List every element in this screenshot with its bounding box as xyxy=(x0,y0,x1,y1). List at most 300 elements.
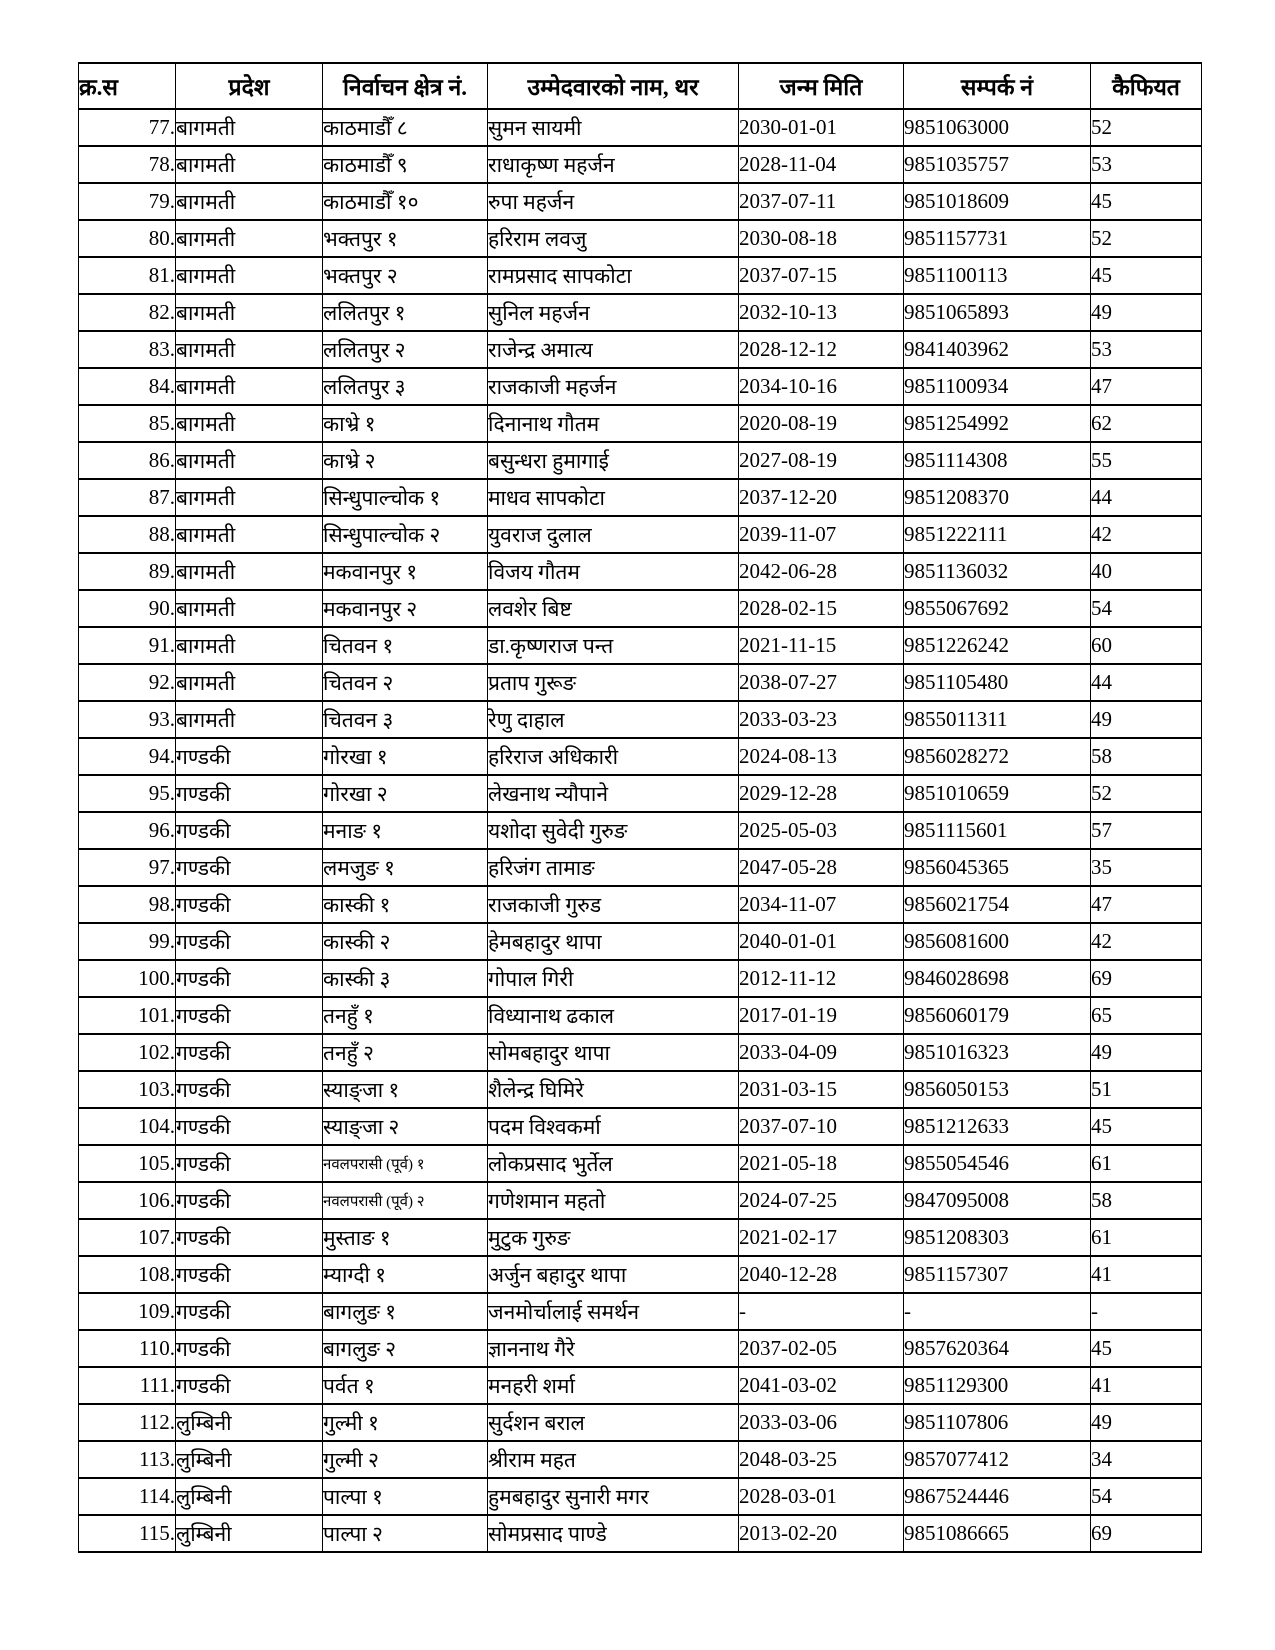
cell-sn: 106. xyxy=(79,1182,176,1219)
cell-province: गण्डकी xyxy=(176,1367,323,1404)
cell-contact: 9851016323 xyxy=(904,1034,1091,1071)
cell-name: राजकाजी महर्जन xyxy=(488,368,739,405)
table-row xyxy=(79,701,1202,738)
table-header xyxy=(79,63,1202,109)
cell-dob: 2033-03-23 xyxy=(739,701,904,738)
cell-name: हुमबहादुर सुनारी मगर xyxy=(488,1478,739,1515)
cell-contact: 9851086665 xyxy=(904,1515,1091,1552)
header-remarks: कैफियत xyxy=(1091,63,1202,109)
table-row xyxy=(79,1034,1202,1071)
cell-constituency: लमजुङ १ xyxy=(323,849,488,886)
cell-dob: 2021-02-17 xyxy=(739,1219,904,1256)
cell-dob: 2025-05-03 xyxy=(739,812,904,849)
cell-constituency: काभ्रे २ xyxy=(323,442,488,479)
cell-contact: 9856045365 xyxy=(904,849,1091,886)
table-row xyxy=(79,257,1202,294)
cell-contact: 9851114308 xyxy=(904,442,1091,479)
cell-dob: 2021-11-15 xyxy=(739,627,904,664)
table-row xyxy=(79,1108,1202,1145)
cell-constituency: स्याङ्जा १ xyxy=(323,1071,488,1108)
header-constituency: निर्वाचन क्षेत्र नं. xyxy=(323,63,488,109)
cell-remarks: 51 xyxy=(1091,1071,1202,1108)
cell-name: लोकप्रसाद भुर्तेल xyxy=(488,1145,739,1182)
header-province: प्रदेश xyxy=(176,63,323,109)
cell-constituency: नवलपरासी (पूर्व) २ xyxy=(323,1182,488,1219)
cell-name: राधाकृष्ण महर्जन xyxy=(488,146,739,183)
cell-province: गण्डकी xyxy=(176,1034,323,1071)
cell-constituency: चितवन ३ xyxy=(323,701,488,738)
cell-dob: 2020-08-19 xyxy=(739,405,904,442)
cell-sn: 89. xyxy=(79,553,176,590)
cell-contact: 9851136032 xyxy=(904,553,1091,590)
cell-dob: 2024-08-13 xyxy=(739,738,904,775)
cell-contact: 9851226242 xyxy=(904,627,1091,664)
cell-remarks: 47 xyxy=(1091,368,1202,405)
cell-constituency: काठमाडौँ ९ xyxy=(323,146,488,183)
cell-contact: 9847095008 xyxy=(904,1182,1091,1219)
cell-constituency: मुस्ताङ १ xyxy=(323,1219,488,1256)
cell-remarks: 49 xyxy=(1091,1404,1202,1441)
cell-sn: 93. xyxy=(79,701,176,738)
cell-name: ज्ञाननाथ गैरे xyxy=(488,1330,739,1367)
cell-province: गण्डकी xyxy=(176,812,323,849)
cell-dob: 2017-01-19 xyxy=(739,997,904,1034)
cell-name: रेणु दाहाल xyxy=(488,701,739,738)
table-row xyxy=(79,1219,1202,1256)
cell-sn: 100. xyxy=(79,960,176,997)
cell-constituency: काभ्रे १ xyxy=(323,405,488,442)
cell-name: मनहरी शर्मा xyxy=(488,1367,739,1404)
cell-remarks: 45 xyxy=(1091,1330,1202,1367)
cell-name: सोमप्रसाद पाण्डे xyxy=(488,1515,739,1552)
cell-province: बागमती xyxy=(176,516,323,553)
cell-dob: 2037-12-20 xyxy=(739,479,904,516)
cell-constituency: मकवानपुर १ xyxy=(323,553,488,590)
cell-sn: 109. xyxy=(79,1293,176,1330)
cell-province: गण्डकी xyxy=(176,738,323,775)
cell-name: रामप्रसाद सापकोटा xyxy=(488,257,739,294)
cell-remarks: 69 xyxy=(1091,960,1202,997)
header-row xyxy=(79,63,1202,109)
cell-name: हरिराम लवजु xyxy=(488,220,739,257)
cell-province: बागमती xyxy=(176,701,323,738)
cell-sn: 99. xyxy=(79,923,176,960)
table-row xyxy=(79,849,1202,886)
cell-constituency: बागलुङ १ xyxy=(323,1293,488,1330)
cell-contact: 9855054546 xyxy=(904,1145,1091,1182)
cell-contact: 9851115601 xyxy=(904,812,1091,849)
table-row xyxy=(79,1367,1202,1404)
cell-province: बागमती xyxy=(176,109,323,146)
cell-remarks: 54 xyxy=(1091,590,1202,627)
cell-remarks: 57 xyxy=(1091,812,1202,849)
cell-sn: 80. xyxy=(79,220,176,257)
cell-constituency: चितवन २ xyxy=(323,664,488,701)
cell-name: श्रीराम महत xyxy=(488,1441,739,1478)
table-body xyxy=(79,109,1202,1552)
cell-province: बागमती xyxy=(176,627,323,664)
table-row xyxy=(79,1404,1202,1441)
cell-remarks: 41 xyxy=(1091,1256,1202,1293)
cell-dob: 2034-11-07 xyxy=(739,886,904,923)
table-row xyxy=(79,960,1202,997)
cell-remarks: 47 xyxy=(1091,886,1202,923)
cell-province: गण्डकी xyxy=(176,1256,323,1293)
cell-province: बागमती xyxy=(176,553,323,590)
cell-province: गण्डकी xyxy=(176,1219,323,1256)
cell-contact: 9851157307 xyxy=(904,1256,1091,1293)
cell-sn: 88. xyxy=(79,516,176,553)
cell-province: बागमती xyxy=(176,405,323,442)
cell-constituency: मनाङ १ xyxy=(323,812,488,849)
cell-contact: 9851018609 xyxy=(904,183,1091,220)
cell-name: माधव सापकोटा xyxy=(488,479,739,516)
cell-province: गण्डकी xyxy=(176,997,323,1034)
cell-contact: 9856021754 xyxy=(904,886,1091,923)
table-row xyxy=(79,775,1202,812)
cell-sn: 78. xyxy=(79,146,176,183)
cell-contact: 9856050153 xyxy=(904,1071,1091,1108)
cell-name: हेमबहादुर थापा xyxy=(488,923,739,960)
cell-contact: 9851254992 xyxy=(904,405,1091,442)
table-row xyxy=(79,1071,1202,1108)
cell-constituency: ललितपुर ३ xyxy=(323,368,488,405)
table-row xyxy=(79,183,1202,220)
cell-contact: 9857620364 xyxy=(904,1330,1091,1367)
cell-remarks: 55 xyxy=(1091,442,1202,479)
cell-dob: 2028-11-04 xyxy=(739,146,904,183)
table-row xyxy=(79,1256,1202,1293)
cell-contact: 9857077412 xyxy=(904,1441,1091,1478)
cell-province: लुम्बिनी xyxy=(176,1478,323,1515)
cell-remarks: 49 xyxy=(1091,701,1202,738)
cell-remarks: - xyxy=(1091,1293,1202,1330)
cell-remarks: 49 xyxy=(1091,294,1202,331)
cell-remarks: 35 xyxy=(1091,849,1202,886)
cell-name: लवशेर बिष्ट xyxy=(488,590,739,627)
cell-dob: 2037-07-15 xyxy=(739,257,904,294)
cell-province: गण्डकी xyxy=(176,1182,323,1219)
cell-dob: 2040-12-28 xyxy=(739,1256,904,1293)
cell-remarks: 53 xyxy=(1091,331,1202,368)
cell-name: सोमबहादुर थापा xyxy=(488,1034,739,1071)
cell-dob: 2030-08-18 xyxy=(739,220,904,257)
cell-sn: 111. xyxy=(79,1367,176,1404)
cell-contact: 9851063000 xyxy=(904,109,1091,146)
cell-contact: 9851107806 xyxy=(904,1404,1091,1441)
cell-dob: 2032-10-13 xyxy=(739,294,904,331)
cell-contact: - xyxy=(904,1293,1091,1330)
cell-dob: 2040-01-01 xyxy=(739,923,904,960)
table-row xyxy=(79,331,1202,368)
cell-dob: 2028-12-12 xyxy=(739,331,904,368)
cell-sn: 104. xyxy=(79,1108,176,1145)
cell-name: विध्यानाथ ढकाल xyxy=(488,997,739,1034)
cell-remarks: 52 xyxy=(1091,220,1202,257)
cell-province: लुम्बिनी xyxy=(176,1404,323,1441)
cell-sn: 112. xyxy=(79,1404,176,1441)
cell-contact: 9851105480 xyxy=(904,664,1091,701)
cell-constituency: पर्वत १ xyxy=(323,1367,488,1404)
cell-province: गण्डकी xyxy=(176,849,323,886)
cell-remarks: 58 xyxy=(1091,1182,1202,1219)
cell-sn: 86. xyxy=(79,442,176,479)
cell-province: लुम्बिनी xyxy=(176,1441,323,1478)
cell-constituency: म्याग्दी १ xyxy=(323,1256,488,1293)
cell-constituency: गोरखा १ xyxy=(323,738,488,775)
table-row xyxy=(79,553,1202,590)
cell-sn: 110. xyxy=(79,1330,176,1367)
cell-dob: 2038-07-27 xyxy=(739,664,904,701)
cell-name: सुर्दशन बराल xyxy=(488,1404,739,1441)
cell-sn: 82. xyxy=(79,294,176,331)
cell-dob: - xyxy=(739,1293,904,1330)
table-row xyxy=(79,516,1202,553)
table-row xyxy=(79,146,1202,183)
cell-dob: 2021-05-18 xyxy=(739,1145,904,1182)
cell-contact: 9851208303 xyxy=(904,1219,1091,1256)
cell-remarks: 58 xyxy=(1091,738,1202,775)
cell-contact: 9856060179 xyxy=(904,997,1091,1034)
cell-province: गण्डकी xyxy=(176,1145,323,1182)
cell-sn: 95. xyxy=(79,775,176,812)
cell-remarks: 49 xyxy=(1091,1034,1202,1071)
cell-province: गण्डकी xyxy=(176,886,323,923)
cell-contact: 9851157731 xyxy=(904,220,1091,257)
cell-name: युवराज दुलाल xyxy=(488,516,739,553)
table-row xyxy=(79,1330,1202,1367)
cell-dob: 2028-03-01 xyxy=(739,1478,904,1515)
table-row xyxy=(79,1182,1202,1219)
candidate-table xyxy=(78,62,1202,1553)
cell-dob: 2029-12-28 xyxy=(739,775,904,812)
cell-sn: 105. xyxy=(79,1145,176,1182)
cell-sn: 103. xyxy=(79,1071,176,1108)
cell-name: रुपा महर्जन xyxy=(488,183,739,220)
cell-province: गण्डकी xyxy=(176,960,323,997)
table-row xyxy=(79,294,1202,331)
cell-remarks: 45 xyxy=(1091,183,1202,220)
cell-remarks: 62 xyxy=(1091,405,1202,442)
cell-constituency: तनहुँ १ xyxy=(323,997,488,1034)
cell-contact: 9851065893 xyxy=(904,294,1091,331)
cell-name: शैलेन्द्र घिमिरे xyxy=(488,1071,739,1108)
cell-name: दिनानाथ गौतम xyxy=(488,405,739,442)
cell-remarks: 41 xyxy=(1091,1367,1202,1404)
cell-province: गण्डकी xyxy=(176,1293,323,1330)
cell-name: गोपाल गिरी xyxy=(488,960,739,997)
cell-constituency: कास्की २ xyxy=(323,923,488,960)
cell-contact: 9851222111 xyxy=(904,516,1091,553)
table-row xyxy=(79,627,1202,664)
cell-sn: 98. xyxy=(79,886,176,923)
cell-province: बागमती xyxy=(176,257,323,294)
header-birth-date: जन्म मिति xyxy=(739,63,904,109)
cell-constituency: भक्तपुर १ xyxy=(323,220,488,257)
cell-contact: 9851100934 xyxy=(904,368,1091,405)
cell-contact: 9841403962 xyxy=(904,331,1091,368)
cell-contact: 9851010659 xyxy=(904,775,1091,812)
cell-remarks: 40 xyxy=(1091,553,1202,590)
cell-remarks: 42 xyxy=(1091,516,1202,553)
cell-sn: 96. xyxy=(79,812,176,849)
cell-dob: 2028-02-15 xyxy=(739,590,904,627)
cell-province: गण्डकी xyxy=(176,1330,323,1367)
cell-name: राजकाजी गुरुड xyxy=(488,886,739,923)
cell-sn: 107. xyxy=(79,1219,176,1256)
table-row xyxy=(79,590,1202,627)
cell-province: लुम्बिनी xyxy=(176,1515,323,1552)
table-row xyxy=(79,738,1202,775)
cell-constituency: पाल्पा २ xyxy=(323,1515,488,1552)
cell-contact: 9855067692 xyxy=(904,590,1091,627)
table-row xyxy=(79,664,1202,701)
cell-dob: 2031-03-15 xyxy=(739,1071,904,1108)
cell-constituency: नवलपरासी (पूर्व) १ xyxy=(323,1145,488,1182)
cell-sn: 114. xyxy=(79,1478,176,1515)
cell-name: हरिराज अधिकारी xyxy=(488,738,739,775)
cell-province: बागमती xyxy=(176,294,323,331)
cell-sn: 92. xyxy=(79,664,176,701)
table-row xyxy=(79,923,1202,960)
cell-dob: 2039-11-07 xyxy=(739,516,904,553)
cell-remarks: 42 xyxy=(1091,923,1202,960)
cell-name: सुमन सायमी xyxy=(488,109,739,146)
cell-sn: 84. xyxy=(79,368,176,405)
cell-sn: 79. xyxy=(79,183,176,220)
cell-constituency: कास्की १ xyxy=(323,886,488,923)
cell-province: गण्डकी xyxy=(176,923,323,960)
cell-province: गण्डकी xyxy=(176,1071,323,1108)
table-row xyxy=(79,812,1202,849)
cell-constituency: ललितपुर २ xyxy=(323,331,488,368)
cell-province: बागमती xyxy=(176,146,323,183)
table-row xyxy=(79,1293,1202,1330)
cell-dob: 2024-07-25 xyxy=(739,1182,904,1219)
cell-dob: 2037-07-10 xyxy=(739,1108,904,1145)
cell-sn: 97. xyxy=(79,849,176,886)
cell-sn: 91. xyxy=(79,627,176,664)
cell-constituency: गुल्मी २ xyxy=(323,1441,488,1478)
cell-constituency: बागलुङ २ xyxy=(323,1330,488,1367)
cell-remarks: 61 xyxy=(1091,1145,1202,1182)
cell-dob: 2027-08-19 xyxy=(739,442,904,479)
cell-constituency: गुल्मी १ xyxy=(323,1404,488,1441)
cell-constituency: सिन्धुपाल्चोक १ xyxy=(323,479,488,516)
cell-remarks: 44 xyxy=(1091,479,1202,516)
cell-name: जनमोर्चालाई समर्थन xyxy=(488,1293,739,1330)
cell-name: यशोदा सुवेदी गुरुङ xyxy=(488,812,739,849)
cell-contact: 9851035757 xyxy=(904,146,1091,183)
cell-remarks: 65 xyxy=(1091,997,1202,1034)
cell-contact: 9851100113 xyxy=(904,257,1091,294)
table-row xyxy=(79,886,1202,923)
cell-province: बागमती xyxy=(176,442,323,479)
cell-sn: 85. xyxy=(79,405,176,442)
cell-dob: 2042-06-28 xyxy=(739,553,904,590)
table-row xyxy=(79,997,1202,1034)
cell-remarks: 61 xyxy=(1091,1219,1202,1256)
cell-sn: 87. xyxy=(79,479,176,516)
cell-constituency: काठमाडौँ ८ xyxy=(323,109,488,146)
cell-name: डा.कृष्णराज पन्त xyxy=(488,627,739,664)
cell-remarks: 45 xyxy=(1091,257,1202,294)
cell-dob: 2048-03-25 xyxy=(739,1441,904,1478)
cell-dob: 2034-10-16 xyxy=(739,368,904,405)
cell-contact: 9851129300 xyxy=(904,1367,1091,1404)
table-row xyxy=(79,1441,1202,1478)
cell-sn: 81. xyxy=(79,257,176,294)
table-row xyxy=(79,1145,1202,1182)
cell-constituency: पाल्पा १ xyxy=(323,1478,488,1515)
cell-province: बागमती xyxy=(176,664,323,701)
cell-constituency: मकवानपुर २ xyxy=(323,590,488,627)
cell-name: अर्जुन बहादुर थापा xyxy=(488,1256,739,1293)
cell-dob: 2012-11-12 xyxy=(739,960,904,997)
cell-constituency: भक्तपुर २ xyxy=(323,257,488,294)
cell-constituency: चितवन १ xyxy=(323,627,488,664)
cell-name: विजय गौतम xyxy=(488,553,739,590)
cell-remarks: 34 xyxy=(1091,1441,1202,1478)
table-row xyxy=(79,220,1202,257)
table-row xyxy=(79,405,1202,442)
cell-contact: 9856028272 xyxy=(904,738,1091,775)
cell-province: बागमती xyxy=(176,368,323,405)
cell-remarks: 60 xyxy=(1091,627,1202,664)
cell-dob: 2037-07-11 xyxy=(739,183,904,220)
cell-remarks: 53 xyxy=(1091,146,1202,183)
cell-sn: 102. xyxy=(79,1034,176,1071)
cell-contact: 9856081600 xyxy=(904,923,1091,960)
cell-province: बागमती xyxy=(176,479,323,516)
cell-constituency: सिन्धुपाल्चोक २ xyxy=(323,516,488,553)
cell-sn: 94. xyxy=(79,738,176,775)
cell-dob: 2013-02-20 xyxy=(739,1515,904,1552)
header-candidate-name: उम्मेदवारको नाम, थर xyxy=(488,63,739,109)
cell-province: बागमती xyxy=(176,220,323,257)
table-row xyxy=(79,109,1202,146)
cell-sn: 113. xyxy=(79,1441,176,1478)
table-row xyxy=(79,368,1202,405)
cell-contact: 9846028698 xyxy=(904,960,1091,997)
cell-province: बागमती xyxy=(176,183,323,220)
cell-remarks: 52 xyxy=(1091,775,1202,812)
table-row xyxy=(79,1515,1202,1552)
cell-constituency: तनहुँ २ xyxy=(323,1034,488,1071)
cell-dob: 2030-01-01 xyxy=(739,109,904,146)
cell-name: सुनिल महर्जन xyxy=(488,294,739,331)
cell-name: बसुन्धरा हुमागाई xyxy=(488,442,739,479)
cell-constituency: ललितपुर १ xyxy=(323,294,488,331)
cell-dob: 2033-03-06 xyxy=(739,1404,904,1441)
cell-constituency: गोरखा २ xyxy=(323,775,488,812)
cell-sn: 101. xyxy=(79,997,176,1034)
cell-constituency: स्याङ्जा २ xyxy=(323,1108,488,1145)
cell-sn: 83. xyxy=(79,331,176,368)
cell-name: राजेन्द्र अमात्य xyxy=(488,331,739,368)
cell-contact: 9855011311 xyxy=(904,701,1091,738)
cell-name: हरिजंग तामाङ xyxy=(488,849,739,886)
cell-name: प्रताप गुरूङ xyxy=(488,664,739,701)
cell-dob: 2041-03-02 xyxy=(739,1367,904,1404)
cell-province: बागमती xyxy=(176,590,323,627)
cell-province: गण्डकी xyxy=(176,775,323,812)
cell-remarks: 44 xyxy=(1091,664,1202,701)
cell-contact: 9851208370 xyxy=(904,479,1091,516)
cell-dob: 2037-02-05 xyxy=(739,1330,904,1367)
cell-sn: 115. xyxy=(79,1515,176,1552)
cell-constituency: कास्की ३ xyxy=(323,960,488,997)
